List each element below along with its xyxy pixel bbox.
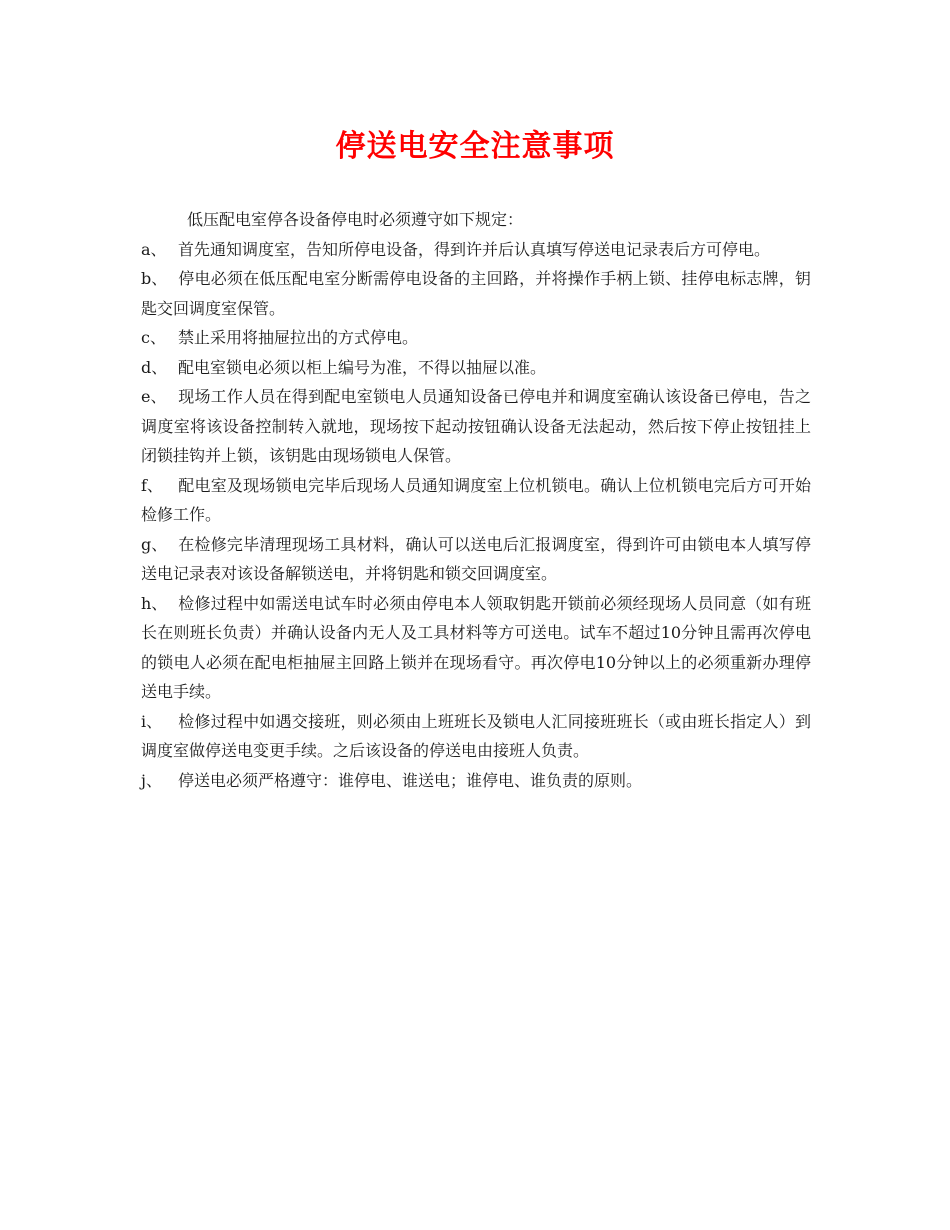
clause-b [141,264,811,323]
clause-marker: i、 [141,711,163,731]
clause-text: 停送电必须严格遵守：谁停电、谁送电；谁停电、谁负责的原则。 [178,770,643,790]
intro-paragraph: 低压配电室停各设备停电时必须遵守如下规定： [187,210,524,229]
clause-e [141,382,811,471]
clause-marker: d、 [141,357,168,377]
clause-text: 现场工作人员在得到配电室锁电人员通知设备已停电并和调度室确认该设备已停电，告之调度室将该设备控制转入就地，现场按下起动按钮确认设备无法起动，然后按下停止按钮挂上闭锁挂钩并上锁，该钥匙由现场锁电人保管。 [141,387,811,465]
clause-marker: f、 [141,475,163,495]
clause-text: 配电室及现场锁电完毕后现场人员通知调度室上位机锁电。确认上位机锁电完后方可开始检修工作。 [141,475,811,524]
clause-marker: e、 [141,387,167,406]
clause-marker: b、 [141,269,168,288]
clause-text: 配电室锁电必须以柜上编号为准，不得以抽屉以准。 [178,357,547,377]
clause-text: 首先通知调度室，告知所停电设备，得到许并后认真填写停送电记录表后方可停电。 [178,239,771,259]
clause-marker: j、 [141,770,162,790]
clause-a [141,235,811,265]
clause-h [141,589,811,707]
clause-c [141,323,811,353]
clause-text: 检修过程中如遇交接班，则必须由上班班长及锁电人汇同接班班长（或由班长指定人）到调度室做停送电变更手续。之后该设备的停送电由接班人负责。 [141,711,811,760]
clause-d [141,353,811,383]
clause-marker: g、 [141,534,168,554]
clause-text: 禁止采用将抽屉拉出的方式停电。 [178,328,419,347]
clause-i [141,707,811,766]
document-body [141,205,811,795]
clause-marker: a、 [141,239,167,259]
clause-g [141,530,811,589]
clause-text: 检修过程中如需送电试车时必须由停电本人领取钥匙开锁前必须经现场人员同意（如有班长在则班长负责）并确认设备内无人及工具材料等方可送电。试车不超过10分钟且需再次停电的锁电人必须在配电柜抽屉主回路上锁并在现场看守。再次停电10分钟以上的必须重新办理停送电手续。 [141,593,811,701]
document-title: 停送电安全注意事项 [335,129,615,164]
clause-marker: h、 [141,593,168,613]
clause-text: 在检修完毕清理现场工具材料，确认可以送电后汇报调度室，得到许可由锁电本人填写停送电记录表对该设备解锁送电，并将钥匙和锁交回调度室。 [141,534,811,583]
clause-marker: c、 [141,328,166,347]
clause-f [141,471,811,530]
clause-text: 停电必须在低压配电室分断需停电设备的主回路，并将操作手柄上锁、挂停电标志牌，钥匙交回调度室保管。 [141,269,811,318]
clause-j [141,766,811,796]
